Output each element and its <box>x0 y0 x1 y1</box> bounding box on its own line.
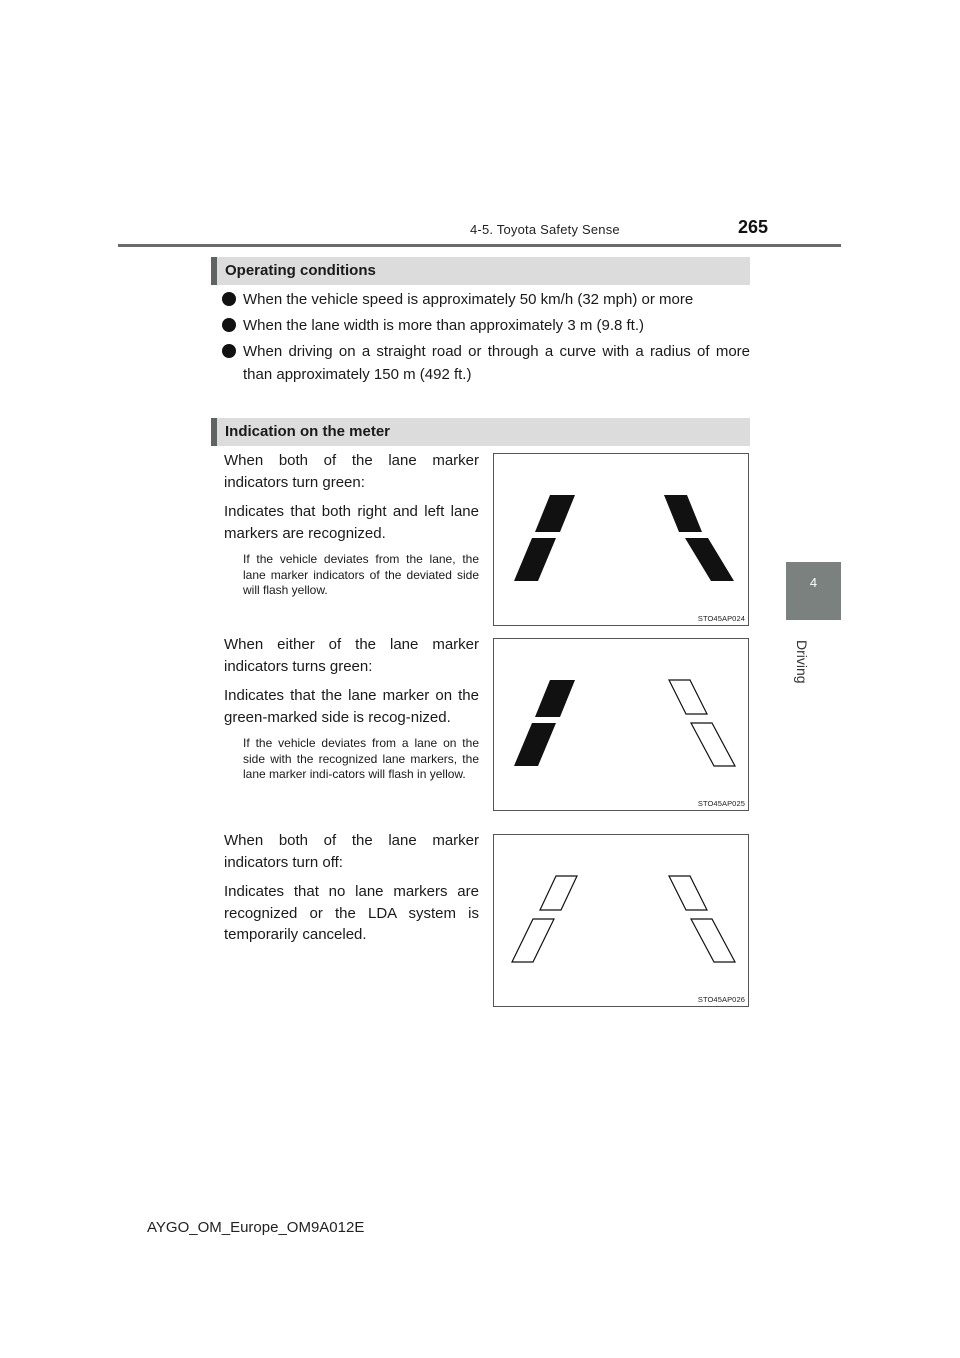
bullet-icon <box>222 318 236 332</box>
indication-heading: Indication on the meter <box>211 418 750 446</box>
list-item: When driving on a straight road or through a curve with a radius of more than approximately 150 m (492 ft.) <box>222 340 750 386</box>
chapter-number: 4 <box>809 575 818 590</box>
bullet-icon <box>222 344 236 358</box>
figure-either-green <box>493 638 749 811</box>
section-title: 4-5. Toyota Safety Sense <box>470 222 620 237</box>
indication-item-both-green <box>224 450 479 607</box>
item-note: If the vehicle deviates from a lane on the side with the recognized lane markers, the lane marker indi-cators will flash in yellow. <box>243 736 479 781</box>
lane-markers-both-solid-icon <box>494 454 750 627</box>
indication-item-either-green <box>224 634 479 791</box>
chapter-tab[interactable] <box>786 562 841 620</box>
item-note: If the vehicle deviates from the lane, the lane marker indicators of the deviated side will flash yellow. <box>243 552 479 597</box>
figure-both-off <box>493 834 749 1007</box>
list-item: When the lane width is more than approximately 3 m (9.8 ft.) <box>222 314 750 337</box>
item-body: Indicates that the lane marker on the green-marked side is recog-nized. <box>224 687 479 726</box>
lane-markers-outline-icon <box>494 835 750 1008</box>
item-body: Indicates that no lane markers are recognized or the LDA system is temporarily canceled. <box>224 883 479 943</box>
item-title: When both of the lane marker indicators turn off: <box>224 832 479 871</box>
lane-markers-left-solid-icon <box>494 639 750 812</box>
figure-code: STO45AP026 <box>697 995 745 1004</box>
bullet-icon <box>222 292 236 306</box>
document-id: AYGO_OM_Europe_OM9A012E <box>147 1219 365 1236</box>
item-title: When either of the lane marker indicators turns green: <box>224 636 479 675</box>
figure-code: STO45AP025 <box>697 799 745 808</box>
operating-conditions-list <box>222 288 750 389</box>
operating-conditions-heading: Operating conditions <box>211 257 750 285</box>
indication-item-both-off <box>224 830 479 954</box>
figure-both-green <box>493 453 749 626</box>
header-rule <box>118 244 841 247</box>
chapter-label: Driving <box>794 640 810 684</box>
figure-code: STO45AP024 <box>697 614 745 623</box>
item-title: When both of the lane marker indicators turn green: <box>224 452 479 491</box>
page-number: 265 <box>738 217 769 237</box>
list-item: When the vehicle speed is approximately 50 km/h (32 mph) or more <box>222 288 750 311</box>
item-body: Indicates that both right and left lane markers are recognized. <box>224 503 479 542</box>
